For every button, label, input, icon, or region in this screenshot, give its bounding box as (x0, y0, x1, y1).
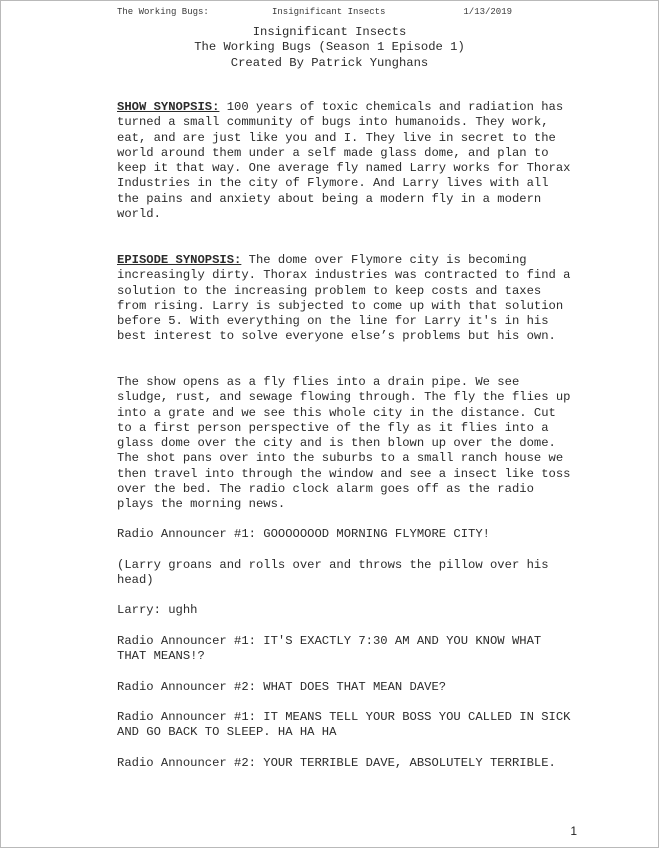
script-line-announcer-2: Radio Announcer #2: WHAT DOES THAT MEAN DAVE? (117, 680, 447, 694)
script-paragraph-opening: The show opens as a fly flies into a drain pipe. We see sludge, rust, and sewage flowing through. The fly the flies up into a grate and we see this whole city in the distance. Cut to a first person perspective of the fly as it flies into a glass dome over the city and is then blown up over the dome. The shot pans over into the suburbs to a small ranch house we then travel into through the window and see a insect like toss over the bed. The radio clock alarm goes off as the radio plays the morning news. (117, 375, 571, 512)
episode-synopsis-section (117, 253, 577, 345)
page-number: 1 (570, 824, 577, 838)
show-synopsis-label: SHOW SYNOPSIS: (117, 100, 220, 114)
show-synopsis-section (117, 100, 577, 222)
script-line-announcer-1: Radio Announcer #1: GOOOOOOOD MORNING FLYMORE CITY! (117, 527, 490, 541)
header-title: Insignificant Insects (272, 7, 386, 17)
episode-synopsis-paragraph (117, 253, 577, 345)
script-line-announcer-2b: Radio Announcer #2: YOUR TERRIBLE DAVE, ABSOLUTELY TERRIBLE. (117, 756, 556, 770)
title-block (0, 25, 659, 71)
document-title: Insignificant Insects (252, 25, 407, 39)
script-line-larry: Larry: ughh (117, 603, 198, 617)
episode-title: The Working Bugs (Season 1 Episode 1) (194, 40, 465, 55)
show-synopsis-text: 100 years of toxic chemicals and radiation has turned a small community of bugs into humanoids. They work, eat, and are just like you and I. They live in secret to the world around them under a self made glass dome, and plan to keep it that way. One average fly named Larry works for Thorax Industries in the city of Flymore. And Larry lives with all the pains and anxiety about being a modern fly in a modern world. (117, 100, 571, 222)
script-stage-direction: (Larry groans and rolls over and throws the pillow over his head) (117, 558, 549, 588)
script-line-announcer-1c: Radio Announcer #1: IT MEANS TELL YOUR BOSS YOU CALLED IN SICK AND GO BACK TO SLEEP. HA HA HA (117, 710, 571, 740)
episode-synopsis-label: EPISODE SYNOPSIS: (117, 253, 242, 267)
script-line-announcer-1b: Radio Announcer #1: IT'S EXACTLY 7:30 AM AND YOU KNOW WHAT THAT MEANS!? (117, 634, 542, 664)
author-credit: Created By Patrick Yunghans (230, 55, 429, 70)
show-synopsis-paragraph (117, 100, 577, 222)
header-date: 1/13/2019 (463, 7, 512, 17)
page-header (117, 6, 512, 18)
episode-synopsis-text: The dome over Flymore city is becoming increasingly dirty. Thorax industries was contracted to find a solution to the increasing problem to keep costs and taxes from rising. Larry is subjected to come up with that solution before 5. With everything on the line for Larry it's in his best interest to solve everyone else’s problems but his own. (117, 253, 571, 344)
header-series: The Working Bugs: (117, 7, 209, 17)
